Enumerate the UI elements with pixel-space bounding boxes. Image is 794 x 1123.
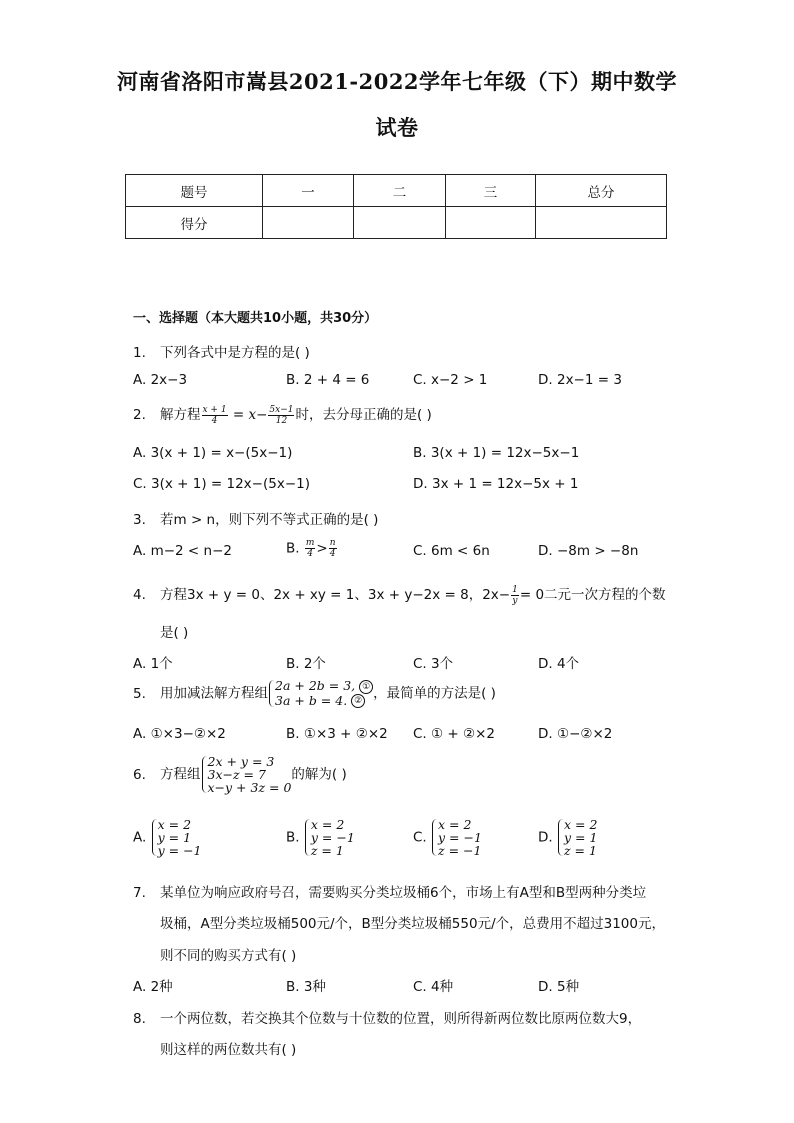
question-6 bbox=[133, 755, 347, 794]
question-stem-pre: 解方程 bbox=[160, 407, 201, 423]
equation-mid: = x− bbox=[228, 407, 268, 423]
header-cell: 总分 bbox=[536, 175, 667, 207]
question-4 bbox=[133, 583, 666, 606]
question-number: 3. bbox=[133, 512, 146, 528]
header-cell: 题号 bbox=[126, 175, 263, 207]
question-number: 4. bbox=[133, 587, 146, 603]
score-cell[interactable] bbox=[263, 207, 354, 239]
question-number: 8. bbox=[133, 1011, 146, 1027]
score-table-header-row bbox=[126, 175, 667, 207]
question-stem-post: 的解为( ) bbox=[291, 766, 347, 783]
option-c[interactable]: C. ① + ②×2 bbox=[413, 726, 496, 742]
option-b[interactable]: B. 2个 bbox=[286, 656, 326, 672]
title-line-1: 河南省洛阳市嵩县2021-2022学年七年级（下）期中数学 bbox=[116, 69, 678, 94]
option-d[interactable]: D. x = 2 y = 1 z = 1 bbox=[538, 817, 598, 858]
question-1 bbox=[133, 341, 310, 361]
question-stem-pre: 方程3x + y = 0、2x + xy = 1、3x + y−2x = 8，2x− bbox=[160, 587, 511, 603]
option-c[interactable]: C. 4种 bbox=[413, 979, 454, 995]
header-cell: 二 bbox=[354, 175, 446, 207]
option-d[interactable]: D. ①−②×2 bbox=[538, 726, 613, 742]
question-number: 7. bbox=[133, 885, 146, 901]
option-b[interactable]: B. ①×3 + ②×2 bbox=[286, 726, 388, 742]
question-7-line-2: 圾桶，A型分类垃圾桶500元/个，B型分类垃圾桶550元/个，总费用不超过3100元， bbox=[160, 916, 665, 932]
option-c[interactable]: C. 6m < 6n bbox=[413, 543, 490, 559]
fraction: $\frac{x + 1}{4}$ bbox=[202, 404, 227, 426]
title-line-2: 试卷 bbox=[375, 115, 419, 140]
option-a[interactable]: A. m−2 < n−2 bbox=[133, 543, 232, 559]
option-c[interactable]: C. x = 2 y = −1 z = −1 bbox=[413, 817, 482, 858]
question-4-line-2: 是( ) bbox=[160, 625, 189, 641]
option-a[interactable]: A. x = 2 y = 1 y = −1 bbox=[133, 817, 202, 858]
option-c[interactable]: C. x−2 > 1 bbox=[413, 372, 488, 388]
equation-system: 2x + y = 3 3x−z = 7 x−y + 3z = 0 bbox=[201, 755, 292, 794]
header-cell: 三 bbox=[446, 175, 536, 207]
question-stem-pre: 用加减法解方程组 bbox=[160, 685, 268, 702]
option-d[interactable]: D. 5种 bbox=[538, 979, 580, 995]
fraction: $\frac{m}{4}$ bbox=[305, 538, 315, 559]
row-label: 得分 bbox=[126, 207, 263, 239]
question-number: 5. bbox=[133, 685, 146, 702]
option-b[interactable]: B. $\frac{m}{4}$ > $\frac{n}{4}$ bbox=[286, 538, 336, 559]
option-a[interactable]: A. ①×3−②×2 bbox=[133, 726, 226, 742]
option-a[interactable]: A. 1个 bbox=[133, 656, 173, 672]
option-d[interactable]: D. 2x−1 = 3 bbox=[538, 372, 622, 388]
question-number: 2. bbox=[133, 407, 146, 423]
question-stem-pre: 方程组 bbox=[160, 766, 201, 783]
option-d[interactable]: D. 3x + 1 = 12x−5x + 1 bbox=[413, 476, 579, 492]
score-cell[interactable] bbox=[536, 207, 667, 239]
fraction: $\frac{1}{y}$ bbox=[512, 584, 518, 606]
option-d[interactable]: D. 4个 bbox=[538, 656, 580, 672]
question-line: 一个两位数，若交换其个位数与十位数的位置，则所得新两位数比原两位数大9， bbox=[160, 1011, 642, 1027]
option-b[interactable]: B. 3种 bbox=[286, 979, 326, 995]
header-cell: 一 bbox=[263, 175, 354, 207]
question-line: 某单位为响应政府号召，需要购买分类垃圾桶6个，市场上有A型和B型两种分类垃 bbox=[160, 885, 647, 901]
question-stem-post: = 0二元一次方程的个数 bbox=[519, 587, 666, 603]
question-7-line-3: 则不同的购买方式有( ) bbox=[160, 948, 297, 964]
score-cell[interactable] bbox=[354, 207, 446, 239]
question-7 bbox=[133, 881, 646, 901]
score-cell[interactable] bbox=[446, 207, 536, 239]
question-number: 1. bbox=[133, 345, 146, 361]
option-a[interactable]: A. 2种 bbox=[133, 979, 173, 995]
option-b[interactable]: B. 3(x + 1) = 12x−5x−1 bbox=[413, 445, 580, 461]
fraction: $\frac{5x-1}{12}$ bbox=[269, 404, 294, 426]
score-table bbox=[125, 174, 667, 239]
score-table-score-row bbox=[126, 207, 667, 239]
question-5 bbox=[133, 679, 496, 708]
option-d[interactable]: D. −8m > −8n bbox=[538, 543, 639, 559]
option-a[interactable]: A. 3(x + 1) = x−(5x−1) bbox=[133, 445, 293, 461]
option-c[interactable]: C. 3个 bbox=[413, 656, 454, 672]
question-stem-post: ，最简单的方法是( ) bbox=[373, 685, 496, 702]
option-c[interactable]: C. 3(x + 1) = 12x−(5x−1) bbox=[133, 476, 310, 492]
equation-system: 2a + 2b = 3, ① 3a + b = 4. ② bbox=[268, 679, 373, 708]
option-b[interactable]: B. x = 2 y = −1 z = 1 bbox=[286, 817, 355, 858]
question-stem: 下列各式中是方程的是( ) bbox=[160, 345, 310, 361]
question-number: 6. bbox=[133, 766, 146, 783]
question-2 bbox=[133, 403, 432, 426]
option-a[interactable]: A. 2x−3 bbox=[133, 372, 188, 388]
fraction: $\frac{n}{4}$ bbox=[329, 538, 336, 559]
section-heading: 一、选择题（本大题共10小题，共30分） bbox=[133, 311, 378, 326]
question-3 bbox=[133, 508, 378, 528]
question-8-line-2: 则这样的两位数共有( ) bbox=[160, 1042, 297, 1058]
question-stem: 若m > n，则下列不等式正确的是( ) bbox=[160, 512, 379, 528]
question-8 bbox=[133, 1007, 641, 1027]
question-stem-post: 时，去分母正确的是( ) bbox=[295, 407, 432, 423]
option-b[interactable]: B. 2 + 4 = 6 bbox=[286, 372, 370, 388]
